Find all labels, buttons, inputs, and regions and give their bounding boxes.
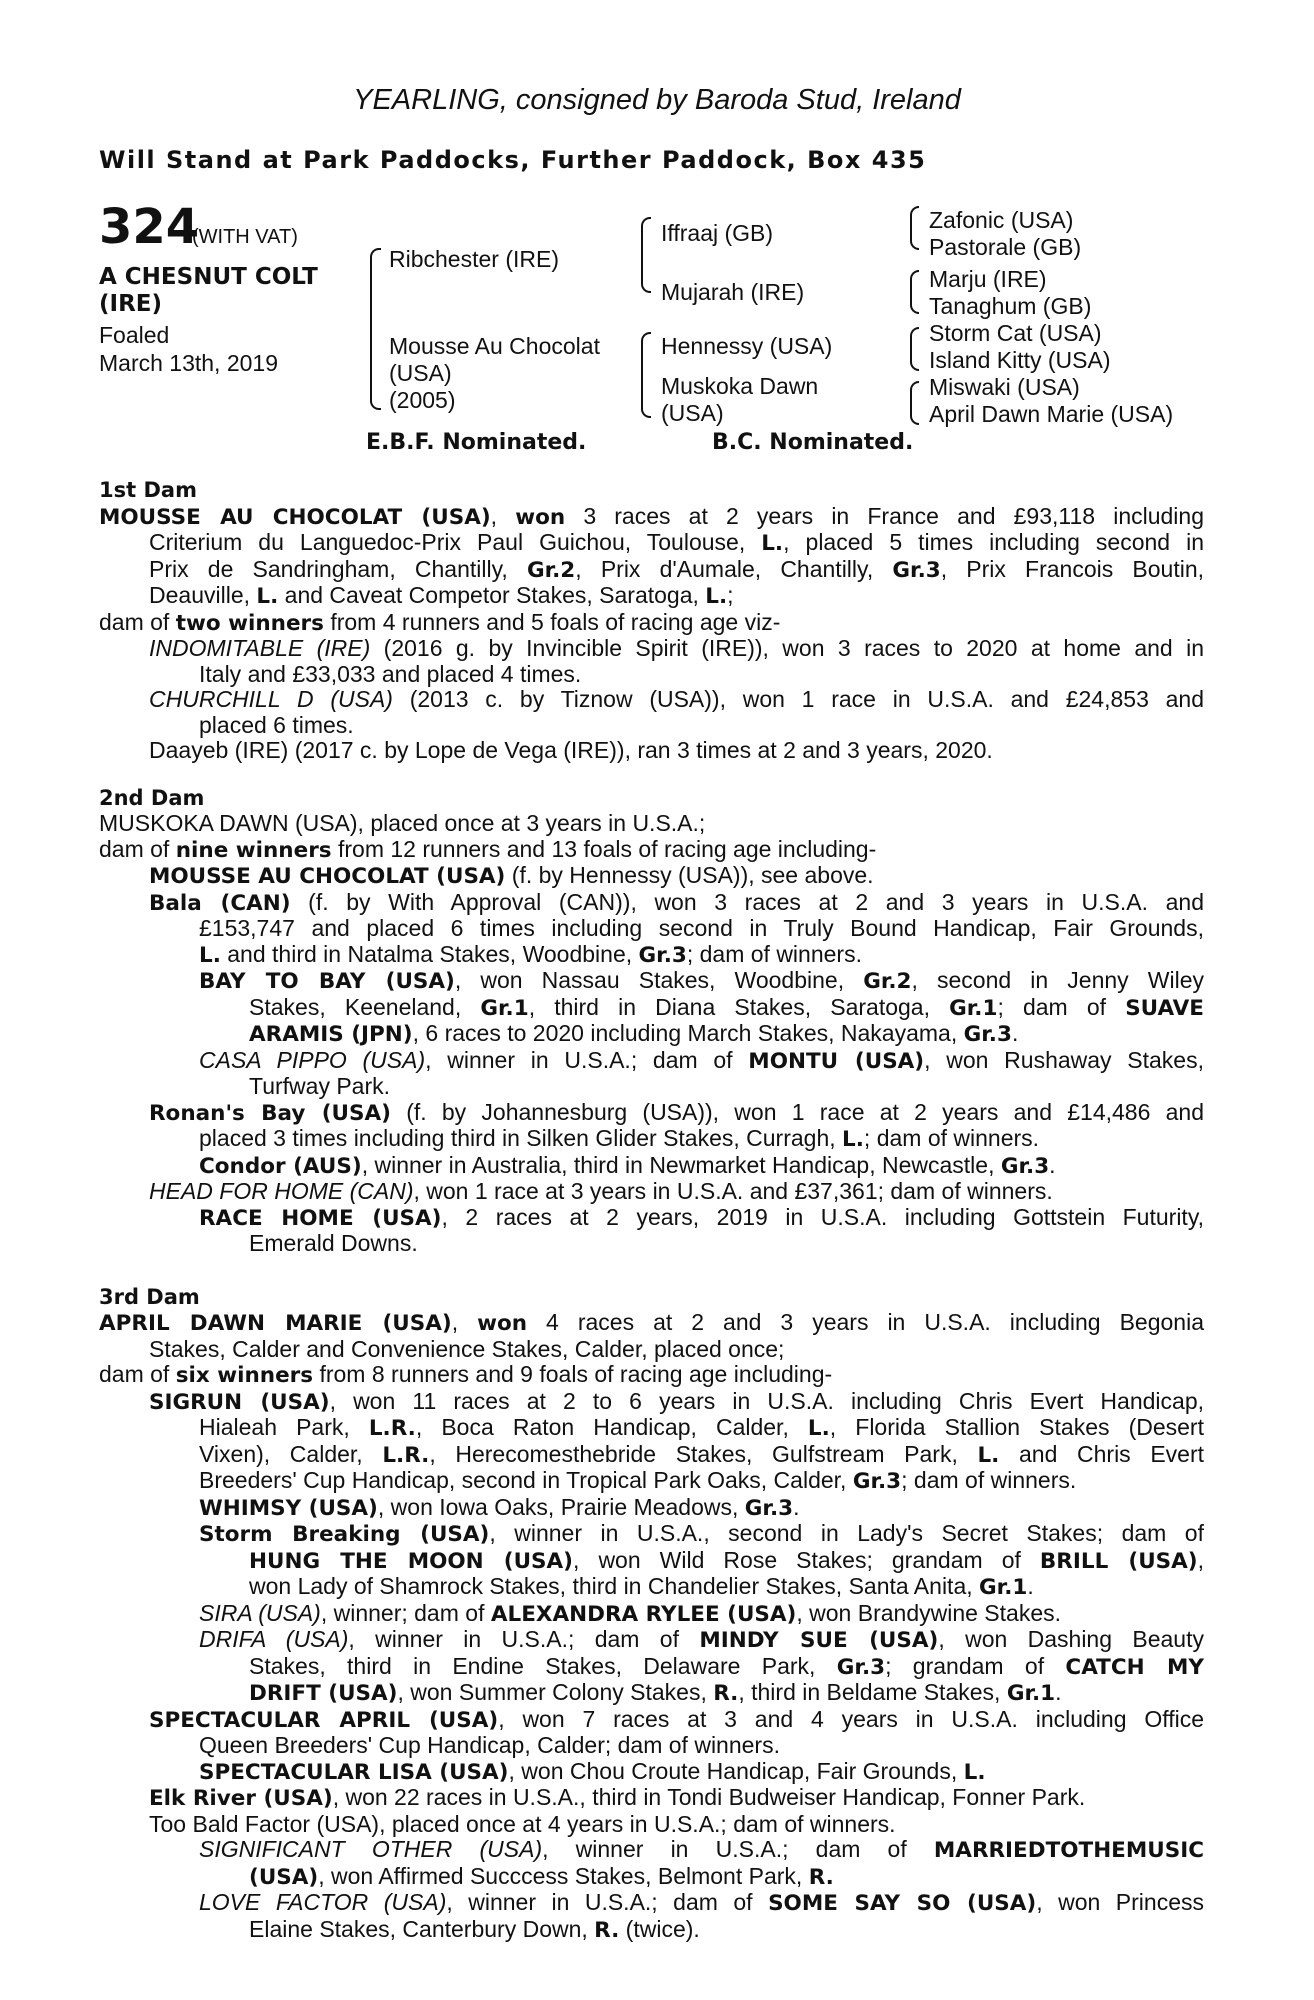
third-dam-line: Stakes, third in Endine Stakes, Delaware Park, Gr.3; grandam of CATCH MY	[249, 1652, 1204, 1680]
gen3-8: April Dawn Marie (USA)	[929, 401, 1174, 427]
horse-name: CHURCHILL D (USA)	[149, 686, 393, 712]
sire-name: Ribchester (IRE)	[389, 246, 559, 272]
gen3-1: Zafonic (USA)	[929, 207, 1074, 233]
third-dam-line: Hialeah Park, L.R., Boca Raton Handicap, Calder, L., Florida Stallion Stakes (Desert	[199, 1414, 1204, 1441]
first-dam-line: MOUSSE AU CHOCOLAT (USA), won 3 races at 2 years in France and £93,118 including	[99, 502, 1205, 530]
second-dam-line: BAY TO BAY (USA), won Nassau Stakes, Woodbine, Gr.2, second in Jenny Wiley	[199, 967, 1204, 994]
ebf-nominated: E.B.F. Nominated.	[366, 430, 587, 455]
sire-dam: Mujarah (IRE)	[661, 279, 805, 305]
horse-name: INDOMITABLE (IRE)	[149, 635, 371, 661]
gen3-7: Miswaki (USA)	[929, 374, 1080, 400]
third-dam-line: Breeders' Cup Handicap, second in Tropical Park Oaks, Calder, Gr.3; dam of winners.	[199, 1467, 1077, 1494]
foaled-label: Foaled	[99, 322, 170, 348]
third-dam-line: Queen Breeders' Cup Handicap, Calder; dam of winners.	[199, 1732, 780, 1758]
third-dam-line: SIGNIFICANT OTHER (USA), winner in U.S.A.; dam of MARRIEDTOTHEMUSIC	[199, 1836, 1204, 1863]
dam-name-line1: Mousse Au Chocolat	[389, 333, 600, 359]
third-dam-line: (USA), won Affirmed Succcess Stakes, Belmont Park, R.	[249, 1862, 834, 1890]
dam-dam-line2: (USA)	[661, 400, 724, 426]
second-dam-line: Bala (CAN) (f. by With Approval (CAN)), won 3 races at 2 and 3 years in U.S.A. and	[149, 888, 1204, 916]
dam-year: (2005)	[389, 387, 456, 413]
pedigree-bracket-g3-3	[910, 327, 919, 371]
second-dam-line: CASA PIPPO (USA), winner in U.S.A.; dam of MONTU (USA), won Rushaway Stakes,	[199, 1046, 1204, 1074]
third-dam-line: APRIL DAWN MARIE (USA), won 4 races at 2 and 3 years in U.S.A. including Begonia	[99, 1309, 1204, 1336]
first-dam-line: Prix de Sandringham, Chantilly, Gr.2, Prix d'Aumale, Chantilly, Gr.3, Prix Francois Boutin,	[149, 555, 1205, 583]
third-dam-line: SIGRUN (USA), won 11 races at 2 to 6 years in U.S.A. including Chris Evert Handicap,	[149, 1387, 1205, 1415]
second-dam-line: MOUSSE AU CHOCOLAT (USA) (f. by Hennessy (USA)), see above.	[149, 862, 874, 889]
foaled-info	[99, 321, 278, 377]
third-dam-heading: 3rd Dam	[99, 1284, 200, 1309]
gen3-2: Pastorale (GB)	[929, 234, 1082, 260]
gen3-5: Storm Cat (USA)	[929, 320, 1102, 346]
lot-number: 324	[99, 199, 200, 255]
first-dam-line: CHURCHILL D (USA) (2013 c. by Tiznow (USA)), won 1 race in U.S.A. and £24,853 and	[149, 686, 1204, 712]
third-dam-line: dam of six winners from 8 runners and 9 foals of racing age including-	[99, 1361, 833, 1388]
third-dam-line: LOVE FACTOR (USA), winner in U.S.A.; dam of SOME SAY SO (USA), won Princess	[199, 1889, 1204, 1916]
third-dam-line: DRIFT (USA), won Summer Colony Stakes, R., third in Beldame Stakes, Gr.1.	[249, 1679, 1062, 1706]
won-label: won	[515, 504, 566, 530]
second-dam-line: £153,747 and placed 6 times including second in Truly Bound Handicap, Fair Grounds,	[199, 915, 1204, 941]
stand-location: Will Stand at Park Paddocks, Further Paddock, Box 435	[99, 146, 927, 174]
second-dam-line: RACE HOME (USA), 2 races at 2 years, 2019 in U.S.A. including Gottstein Futurity,	[199, 1203, 1204, 1231]
first-dam-line: INDOMITABLE (IRE) (2016 g. by Invincible Spirit (IRE)), won 3 races to 2020 at home and in	[149, 635, 1204, 661]
second-dam-line: Condor (AUS), winner in Australia, third in Newmarket Handicap, Newcastle, Gr.3.	[199, 1151, 1056, 1179]
third-dam-line: Elaine Stakes, Canterbury Down, R. (twice).	[249, 1915, 700, 1943]
catalogue-body	[99, 478, 1204, 1943]
lot-description-line2: (IRE)	[99, 291, 163, 317]
third-dam-line: Storm Breaking (USA), winner in U.S.A., second in Lady's Secret Stakes; dam of	[199, 1520, 1204, 1547]
second-dam-line: Emerald Downs.	[249, 1230, 418, 1256]
foaled-date: March 13th, 2019	[99, 350, 279, 376]
gen3-4: Tanaghum (GB)	[929, 293, 1092, 319]
pedigree-bracket-g3-1	[910, 206, 919, 250]
third-dam-line: SPECTACULAR APRIL (USA), won 7 races at 3 and 4 years in U.S.A. including Office	[149, 1705, 1204, 1733]
second-dam-heading: 2nd Dam	[99, 785, 205, 810]
first-dam-line: Criterium du Languedoc-Prix Paul Guichou, Toulouse, L., placed 5 times including second in	[149, 529, 1205, 556]
pedigree-bracket-dam	[641, 332, 651, 418]
gen3-6: Island Kitty (USA)	[929, 347, 1111, 373]
dam-name-line2: (USA)	[389, 360, 452, 386]
second-dam-line: Stakes, Keeneland, Gr.1, third in Diana Stakes, Saratoga, Gr.1; dam of SUAVE	[249, 993, 1204, 1021]
pedigree-bracket-main	[370, 248, 381, 410]
third-dam-line: HUNG THE MOON (USA), won Wild Rose Stakes; grandam of BRILL (USA),	[249, 1546, 1205, 1574]
pedigree-bracket-g3-2	[910, 270, 919, 314]
dam-name	[389, 333, 600, 414]
pedigree-bracket-sire	[641, 217, 651, 293]
consignment-title: YEARLING, consigned by Baroda Stud, Ireland	[353, 84, 961, 116]
second-dam-line: HEAD FOR HOME (CAN), won 1 race at 3 years in U.S.A. and £37,361; dam of winners.	[149, 1178, 1053, 1204]
lot-description-line1: A CHESNUT COLT	[99, 264, 318, 290]
lot-description	[99, 264, 318, 318]
first-dam-line: dam of two winners from 4 runners and 5 foals of racing age viz-	[99, 608, 781, 636]
first-dam-heading: 1st Dam	[99, 478, 197, 502]
third-dam-line: WHIMSY (USA), won Iowa Oaks, Prairie Meadows, Gr.3.	[199, 1493, 800, 1521]
sire-sire: Iffraaj (GB)	[661, 220, 774, 246]
dam-sire: Hennessy (USA)	[661, 333, 833, 359]
third-dam-line: Vixen), Calder, L.R., Herecomesthebride Stakes, Gulfstream Park, L. and Chris Evert	[199, 1440, 1204, 1468]
gen3-3: Marju (IRE)	[929, 266, 1047, 292]
third-dam-line: SPECTACULAR LISA (USA), won Chou Croute Handicap, Fair Grounds, L.	[199, 1757, 986, 1785]
second-dam-line: dam of nine winners from 12 runners and 13 foals of racing age including-	[99, 835, 877, 863]
second-dam-line: ARAMIS (JPN), 6 races to 2020 including March Stakes, Nakayama, Gr.3.	[249, 1020, 1019, 1047]
pedigree-bracket-g3-4	[910, 381, 919, 425]
third-dam-line: Stakes, Calder and Convenience Stakes, Calder, placed once;	[149, 1335, 785, 1362]
first-dam-line: Deauville, L. and Caveat Competor Stakes, Saratoga, L.;	[149, 582, 734, 609]
second-dam-line: MUSKOKA DAWN (USA), placed once at 3 years in U.S.A.;	[99, 810, 706, 836]
bc-nominated: B.C. Nominated.	[712, 430, 914, 455]
third-dam-line: SIRA (USA), winner; dam of ALEXANDRA RYLEE (USA), won Brandywine Stakes.	[199, 1599, 1062, 1627]
first-dam-line: Daayeb (IRE) (2017 c. by Lope de Vega (IRE)), ran 3 times at 2 and 3 years, 2020.	[149, 737, 993, 763]
third-dam-line: won Lady of Shamrock Stakes, third in Chandelier Stakes, Santa Anita, Gr.1.	[249, 1573, 1034, 1600]
dam-dam-line1: Muskoka Dawn	[661, 373, 819, 399]
second-dam-line: L. and third in Natalma Stakes, Woodbine, Gr.3; dam of winners.	[199, 940, 862, 968]
first-dam-line: Italy and £33,033 and placed 4 times.	[199, 660, 582, 687]
vat-label: (WITH VAT)	[192, 226, 298, 248]
second-dam-line: Turfway Park.	[249, 1073, 391, 1099]
second-dam-line: placed 3 times including third in Silken Glider Stakes, Curragh, L.; dam of winners.	[199, 1125, 1040, 1152]
third-dam-line: Elk River (USA), won 22 races in U.S.A., third in Tondi Budweiser Handicap, Fonner Park.	[149, 1784, 1086, 1811]
dam-dam	[661, 373, 818, 427]
third-dam-line: DRIFA (USA), winner in U.S.A.; dam of MINDY SUE (USA), won Dashing Beauty	[199, 1626, 1204, 1653]
first-dam-line: placed 6 times.	[199, 711, 354, 738]
second-dam-line: Ronan's Bay (USA) (f. by Johannesburg (USA)), won 1 race at 2 years and £14,486 and	[149, 1098, 1204, 1126]
horse-name: MOUSSE AU CHOCOLAT (USA)	[99, 504, 491, 530]
third-dam-line: Too Bald Factor (USA), placed once at 4 years in U.S.A.; dam of winners.	[149, 1810, 896, 1837]
